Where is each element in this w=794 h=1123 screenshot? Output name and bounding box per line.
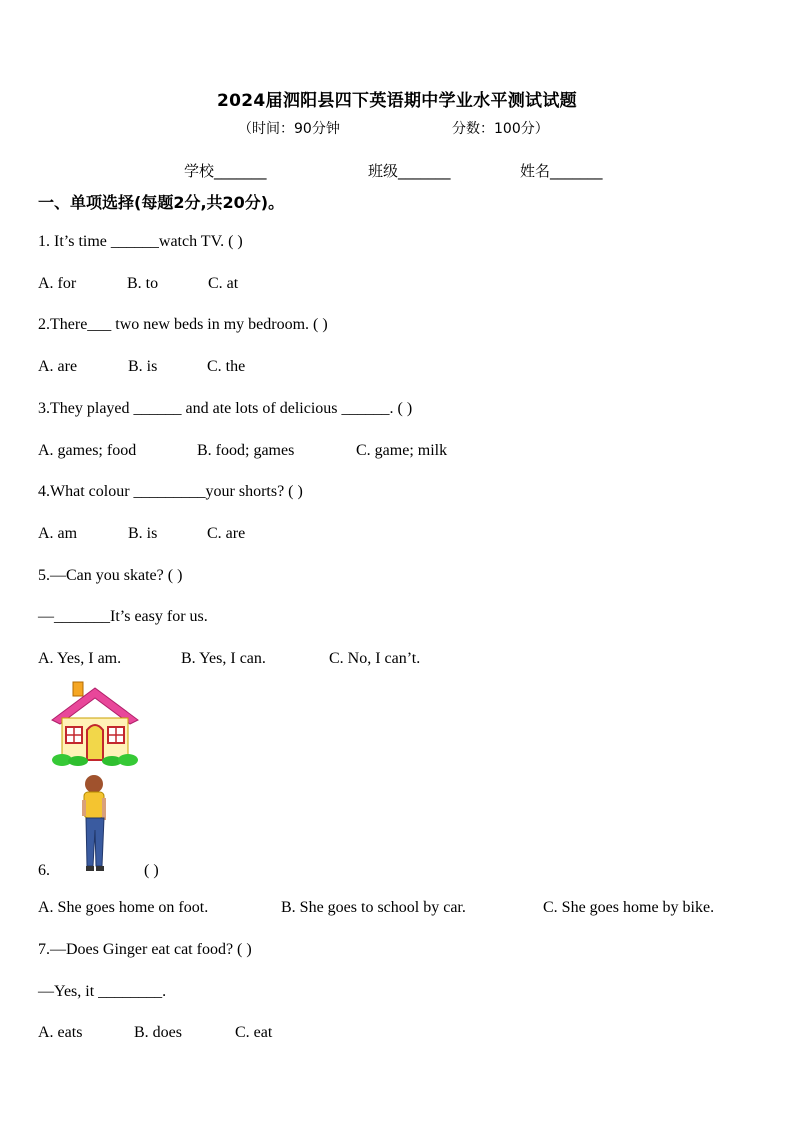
question-5-response: —_______It’s easy for us. [38,608,208,625]
question-5-stem: 5.—Can you skate? ( ) [38,567,183,584]
house-and-girl-illustration [50,680,140,880]
q5-option-a: A. Yes, I am. [38,650,122,667]
q5-option-b: B. Yes, I can. [181,650,266,667]
exam-time: （时间：90分钟 [238,121,340,137]
section-heading: 一、单项选择(每题2分,共20分)。 [38,193,285,212]
q2-option-c: C. the [207,358,246,375]
question-7-stem: 7.—Does Ginger eat cat food? ( ) [38,941,252,958]
q3-option-c: C. game; milk [356,442,448,459]
q1-option-c: C. at [208,275,239,292]
question-6-answer-blank: ( ) [144,862,159,879]
q5-option-c: C. No, I can’t. [329,650,421,667]
q3-option-a: A. games; food [38,442,137,459]
name-field: 姓名_______ [520,162,603,180]
q1-option-a: A. for [38,275,77,292]
q4-option-b: B. is [128,525,158,542]
q6-option-a: A. She goes home on foot. [38,899,209,916]
question-4-stem: 4.What colour _________your shorts? ( ) [38,483,303,500]
exam-score: 分数：100分） [452,121,549,137]
q2-option-b: B. is [128,358,158,375]
q1-option-b: B. to [127,275,159,292]
question-1-stem: 1. It’s time ______watch TV. ( ) [38,233,243,250]
exam-title: 2024届泗阳县四下英语期中学业水平测试试题 [217,91,577,111]
question-6-stem: 6. [38,862,50,879]
q4-option-c: C. are [207,525,246,542]
q7-option-c: C. eat [235,1024,273,1041]
question-2-stem: 2.There___ two new beds in my bedroom. ( ) [38,316,328,333]
q7-option-a: A. eats [38,1024,83,1041]
question-3-stem: 3.They played ______ and ate lots of delicious ______. ( ) [38,400,413,417]
q3-option-b: B. food; games [197,442,295,459]
q6-option-b: B. She goes to school by car. [281,899,466,916]
class-field: 班级_______ [368,162,451,180]
q2-option-a: A. are [38,358,78,375]
q4-option-a: A. am [38,525,78,542]
question-7-response: —Yes, it ________. [38,983,167,1000]
q7-option-b: B. does [134,1024,182,1041]
q6-option-c: C. She goes home by bike. [543,899,715,916]
school-field: 学校_______ [184,162,267,180]
